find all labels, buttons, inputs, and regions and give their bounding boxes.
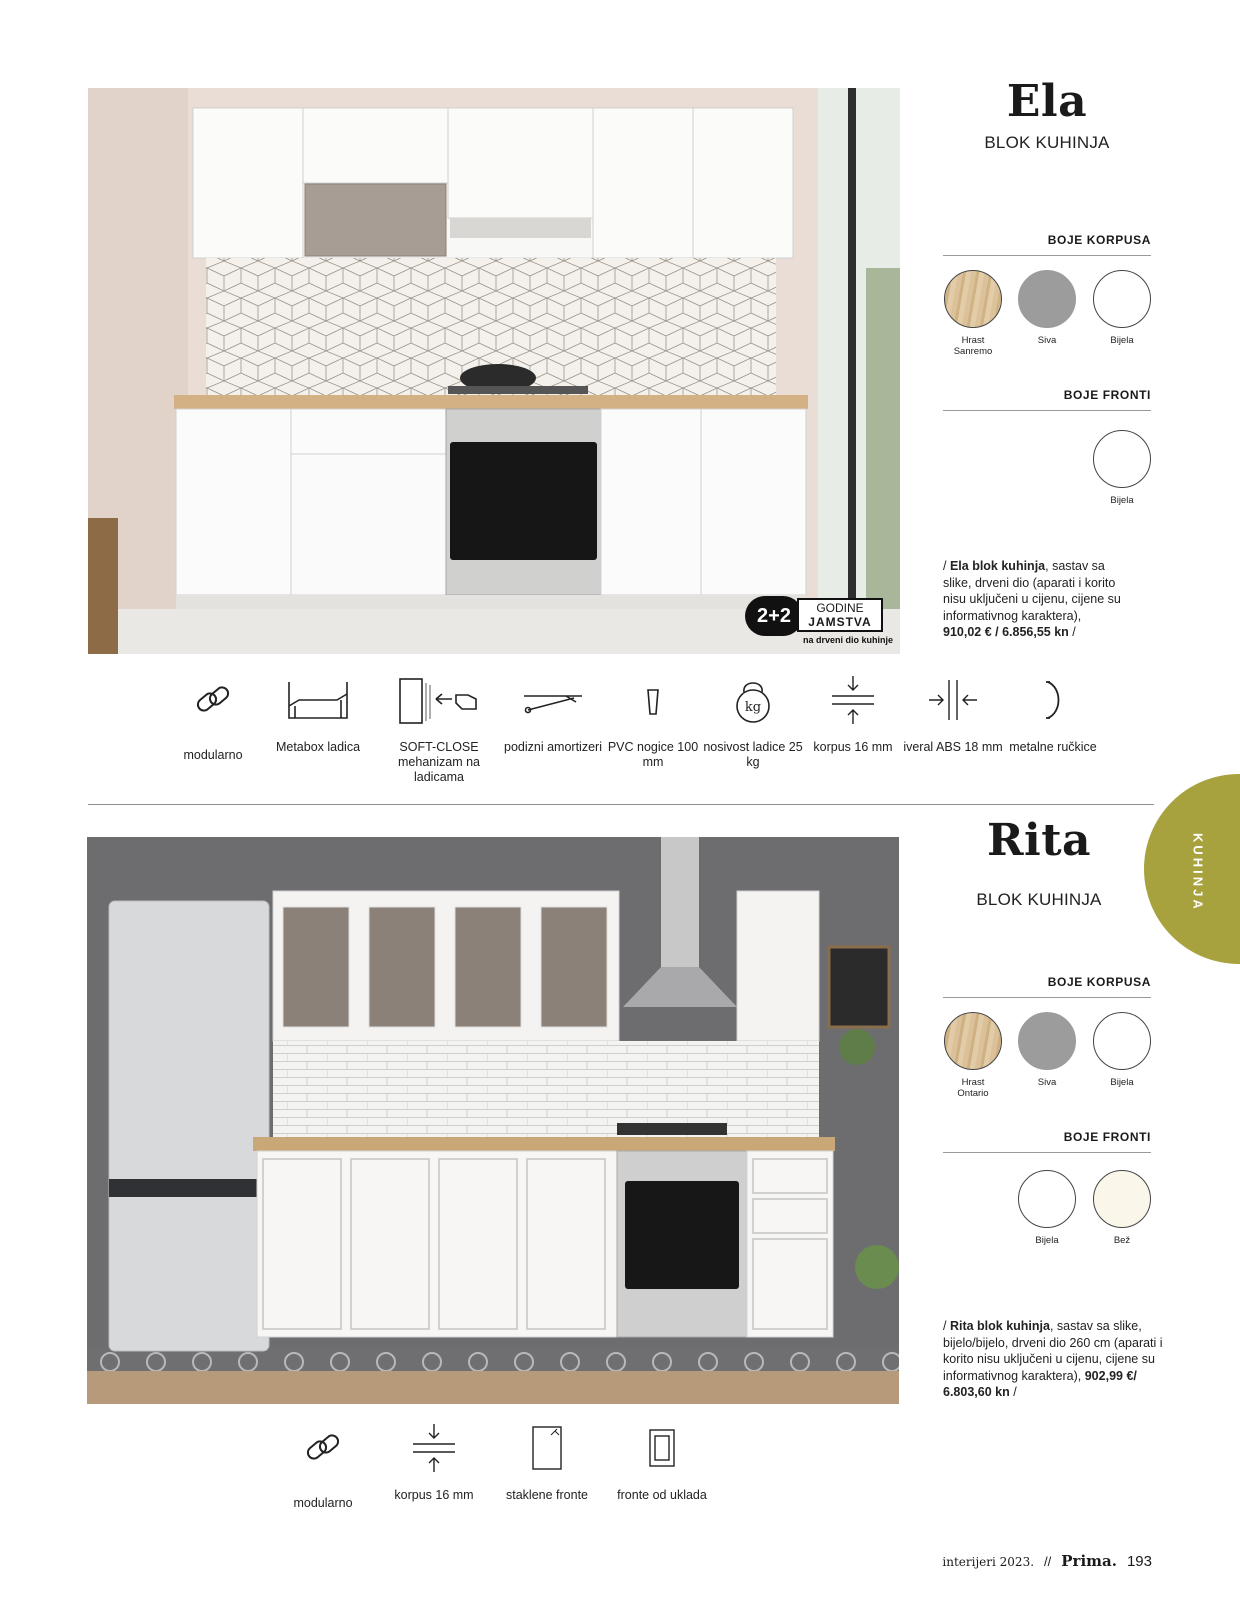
swatch-color [1018,1170,1076,1228]
swatch-label: Siva [1037,1077,1057,1088]
ela-feature-rucke [1003,672,1103,755]
soft-close-icon [376,672,502,728]
ela-feature-modularno [163,672,263,763]
footer-magazine: interijeri 2023. [942,1555,1035,1569]
ela-feature-nosivost [703,672,803,770]
swatch-color [1093,270,1151,328]
desc-prefix: / [943,559,950,573]
swatch-label: Hrast Sanremo [953,335,993,357]
svg-text:kg: kg [744,700,762,715]
page-number: 193 [1126,1553,1152,1570]
swatch-color [1093,1012,1151,1070]
swatch-color [1093,430,1151,488]
rita-korpus-swatch-bijela[interactable] [1080,1012,1164,1088]
ela-kitchen-photo [88,88,900,654]
ela-front-swatch-bijela[interactable] [1080,430,1164,506]
desc-price: 902,99 €/ 6.803,60 kn [943,1368,1137,1399]
swatch-color [944,1012,1002,1070]
feature-label: podizni amortizeri [504,740,602,754]
page-footer [900,1552,1152,1570]
chain-link-icon [273,1420,373,1476]
rita-title: Rita [986,815,1092,866]
feature-label: nosivost ladice 25 kg [703,740,803,769]
feature-label: modularno [183,748,243,762]
warranty-badge-line2: JAMSTVA [808,615,872,629]
warranty-badge-number: 2+2 [745,596,803,636]
footer-brand-logo: Prima. [1061,1552,1117,1570]
swatch-label: Bijela [1110,495,1134,506]
cabinet-leg-icon [603,672,703,728]
thickness-icon [803,672,903,728]
ela-korpus-swatch-bijela[interactable] [1080,270,1164,346]
swatch-label: Bijela [1035,1235,1059,1246]
desc-text: , sastav sa slike, bijelo/bijelo, drveni dio 260 cm (aparati i korito nisu uključeni u cijenu, cijene su informativnog karaktera), [943,1319,1163,1383]
ela-title: Ela [1006,76,1088,127]
rita-boje-fronti-heading: BOJE FRONTI [943,1130,1151,1153]
rita-front-swatch-bijela[interactable] [1005,1170,1089,1246]
lift-arm-icon [503,672,603,728]
feature-label: Metabox ladica [275,740,361,754]
rita-description [943,1318,1175,1401]
ela-boje-korpusa-heading: BOJE KORPUSA [943,233,1151,256]
ela-description [943,558,1121,641]
swatch-color [1018,270,1076,328]
handle-icon [1003,672,1103,728]
feature-label: SOFT-CLOSE mehanizam na ladicama [398,740,480,784]
swatch-label: Bež [1113,1235,1131,1246]
swatch-color [944,270,1002,328]
warranty-badge-box [797,598,883,632]
rita-feature-uklada [612,1420,712,1503]
ela-boje-fronti-heading: BOJE FRONTI [943,388,1151,411]
swatch-label: Siva [1037,335,1057,346]
warranty-badge [745,596,893,646]
rita-kitchen-photo [87,837,899,1404]
desc-suffix: / [1009,1385,1017,1399]
desc-name: Rita blok kuhinja [949,1319,1050,1333]
rita-korpus-swatch-hrast[interactable] [931,1012,1015,1099]
swatch-color [1093,1170,1151,1228]
drawer-icon [268,672,368,728]
desc-suffix: / [1068,625,1076,639]
feature-label: PVC nogice 100 mm [607,740,699,769]
rita-boje-korpusa-heading: BOJE KORPUSA [943,975,1151,998]
ela-feature-pvc-nogice [603,672,703,770]
desc-name: Ela blok kuhinja [949,559,1046,573]
rita-korpus-swatch-siva[interactable] [1005,1012,1089,1088]
kettlebell-icon [703,672,803,728]
section-divider [88,804,1154,805]
inlay-front-icon [612,1420,712,1476]
feature-label: korpus 16 mm [813,740,893,754]
rita-feature-modularno [273,1420,373,1511]
ela-feature-podizni [503,672,603,755]
rita-feature-korpus [384,1420,484,1503]
footer-separator: // [1044,1554,1052,1569]
feature-label: fronte od uklada [617,1488,707,1502]
rita-feature-staklene [497,1420,597,1503]
feature-label: korpus 16 mm [394,1488,474,1502]
ela-feature-metabox [268,672,368,755]
desc-prefix: / [943,1319,950,1333]
thickness-icon [384,1420,484,1476]
desc-price: 910,02 € / 6.856,55 kn [943,625,1069,639]
feature-label: staklene fronte [506,1488,588,1502]
ela-feature-iveral [903,672,1003,755]
ela-korpus-swatch-siva[interactable] [1005,270,1089,346]
rita-subtitle: BLOK KUHINJA [976,890,1102,909]
swatch-color [1018,1012,1076,1070]
chain-link-icon [163,672,263,728]
ela-korpus-swatch-hrast[interactable] [931,270,1015,357]
abs-edge-icon [903,672,1003,728]
ela-feature-korpus [803,672,903,755]
feature-label: metalne ručkice [1009,740,1097,754]
rita-front-swatch-bez[interactable] [1080,1170,1164,1246]
desc-text: , sastav sa slike, drveni dio (aparati i korito nisu uključeni u cijenu, cijene su informativnog karaktera), [943,559,1121,623]
swatch-label: Bijela [1110,335,1134,346]
swatch-label: Hrast Ontario [957,1077,989,1099]
feature-label: iveral ABS 18 mm [903,740,1003,754]
feature-label: modularno [293,1496,353,1510]
section-tab-label: KUHINJA [1190,832,1206,912]
swatch-label: Bijela [1110,1077,1134,1088]
warranty-badge-note: na drveni dio kuhinje [802,635,893,645]
ela-feature-softclose [376,672,502,785]
ela-subtitle: BLOK KUHINJA [984,133,1110,152]
warranty-badge-line1: GODINE [816,601,864,615]
glass-front-icon [497,1420,597,1476]
